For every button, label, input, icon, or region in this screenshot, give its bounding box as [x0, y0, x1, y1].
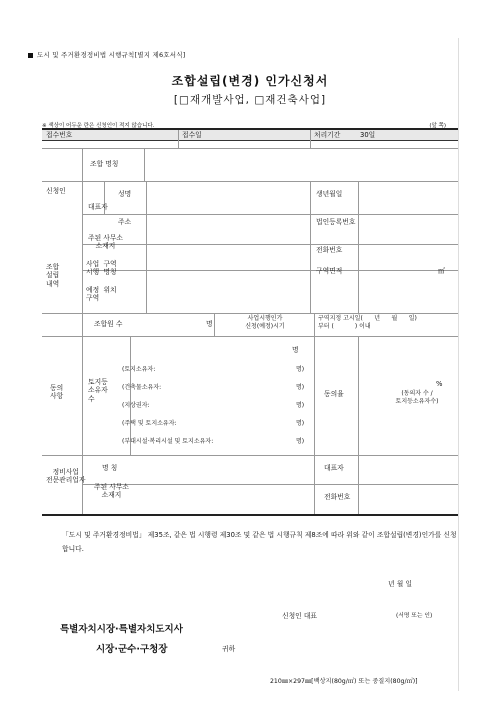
receipt-bar — [42, 130, 458, 140]
members-label: 조합원 수 — [94, 320, 123, 328]
rule — [82, 270, 458, 271]
rule — [146, 181, 147, 313]
authority-line-2: 시장·군수·구청장 — [96, 644, 168, 655]
consent-rate-unit: % — [436, 380, 443, 388]
sign-note: (서명 또는 인) — [396, 613, 433, 619]
members-unit: 명 — [206, 320, 213, 328]
page-edge — [458, 38, 459, 691]
rule — [358, 181, 359, 313]
rule — [310, 130, 311, 148]
agency-name-label: 명 칭 — [102, 464, 118, 472]
law-reference-text: 도시 및 주거환경정비법 시행규칙[별지 제6호서식] — [37, 51, 186, 59]
rule — [310, 181, 311, 313]
consent-row-unit: 명) — [296, 384, 305, 391]
rule — [82, 148, 83, 514]
office-location-label: 주된 사무소 소재지 — [88, 234, 123, 251]
area-unit: ㎡ — [438, 267, 445, 275]
rule — [214, 313, 215, 336]
consent-row-unit: 명) — [296, 438, 305, 445]
representative-label: 대표자 — [88, 203, 108, 211]
receipt-date-label: 접수일 — [182, 131, 202, 139]
agency-section-label: 정비사업 전문관리업자 — [46, 468, 86, 485]
rule — [82, 214, 458, 215]
agency-phone-label: 전화번호 — [324, 493, 351, 501]
phone-label: 전화번호 — [316, 246, 343, 254]
consent-rate-formula: (동의자 수 / 토지등소유자수) — [395, 390, 439, 405]
form-subtitle: [□재개발사업, □재건축사업] — [173, 94, 327, 106]
designation-period-label: 구역지정 고시일( 년 월 일) 부터 ( ) 이내 — [318, 315, 417, 330]
rule — [82, 336, 83, 455]
birth-date-label: 생년월일 — [316, 190, 343, 198]
approval-timing-label: 사업시행인가 신청(예정)시기 — [245, 315, 285, 330]
rule — [178, 130, 179, 148]
applicant-sign-label: 신청인 대표 — [282, 612, 317, 620]
name-label: 성명 — [118, 190, 132, 198]
consent-row-label: (지상권자: — [122, 402, 150, 409]
applicant-section-label: 신청인 — [46, 187, 66, 195]
consent-row-label: (토지소유자: — [122, 366, 156, 373]
law-reference — [28, 50, 185, 59]
total-owners-unit: 명 — [292, 346, 299, 354]
consent-row-label: (부대시설·복리시설 및 토지소유자: — [122, 438, 214, 445]
rule — [358, 455, 359, 514]
rule — [42, 313, 458, 314]
agency-office-label: 주된 사무소 소재지 — [94, 483, 129, 500]
authority-line-1: 특별자치시장·특별자치도지사 — [60, 624, 183, 635]
agency-rep-label: 대표자 — [324, 464, 344, 472]
consent-row-unit: 명) — [296, 366, 305, 373]
rule — [42, 336, 458, 337]
date-line: 년 월 일 — [388, 580, 413, 588]
project-area-label: 사업 구역 시행 명칭 — [86, 260, 117, 277]
application-table — [42, 128, 458, 516]
reg-no-label: 법인등록번호 — [316, 218, 356, 226]
rule — [42, 140, 458, 141]
owners-count-label: 토지등 소유자 수 — [88, 378, 108, 403]
rule — [42, 148, 458, 149]
addressee-suffix: 귀하 — [222, 645, 236, 653]
rule — [82, 484, 458, 485]
rule — [314, 455, 315, 514]
consent-row-label: (건축물소유자: — [122, 384, 162, 391]
receipt-number-label: 접수번호 — [46, 131, 73, 139]
square-bullet-icon — [28, 53, 33, 58]
consent-section-label: 동의 사항 — [50, 384, 64, 401]
processing-period-value: 30일 — [360, 131, 376, 139]
rule — [358, 336, 359, 455]
consent-row-unit: 명) — [296, 420, 305, 427]
consent-row-unit: 명) — [296, 402, 305, 409]
union-outline-section-label: 조합 설립 내역 — [46, 263, 60, 288]
page-side-label: (앞 쪽) — [429, 123, 446, 129]
rule — [82, 244, 458, 245]
rule — [42, 455, 458, 456]
notice-text: ※ 색상이 어두운 란은 신청인이 적지 않습니다. — [42, 123, 155, 129]
address-label: 주소 — [118, 218, 132, 226]
rule — [314, 313, 315, 336]
area-label: 구역면적 — [316, 267, 343, 275]
rule — [314, 336, 315, 455]
planned-location-label: 예정 위치 구역 — [86, 286, 117, 303]
union-name-label: 조합 명칭 — [90, 160, 119, 168]
rule — [144, 148, 145, 181]
declaration-text: 「도시 및 주거환경정비법」 제35조, 같은 법 시행령 제30조 및 같은 법 시행규칙 제8조에 따라 위와 같이 조합설립(변경)인가를 신청합니다. — [62, 531, 457, 554]
paper-spec: 210㎜×297㎜[백상지(80g/㎡) 또는 중질지(80g/㎡)] — [270, 678, 418, 685]
consent-row-label: (주택 및 토지소유자: — [122, 420, 177, 427]
consent-rate-label: 동의율 — [324, 390, 344, 398]
form-title: 조합설립(변경) 인가신청서 — [171, 74, 329, 88]
processing-period-label: 처리기간 — [314, 131, 341, 139]
